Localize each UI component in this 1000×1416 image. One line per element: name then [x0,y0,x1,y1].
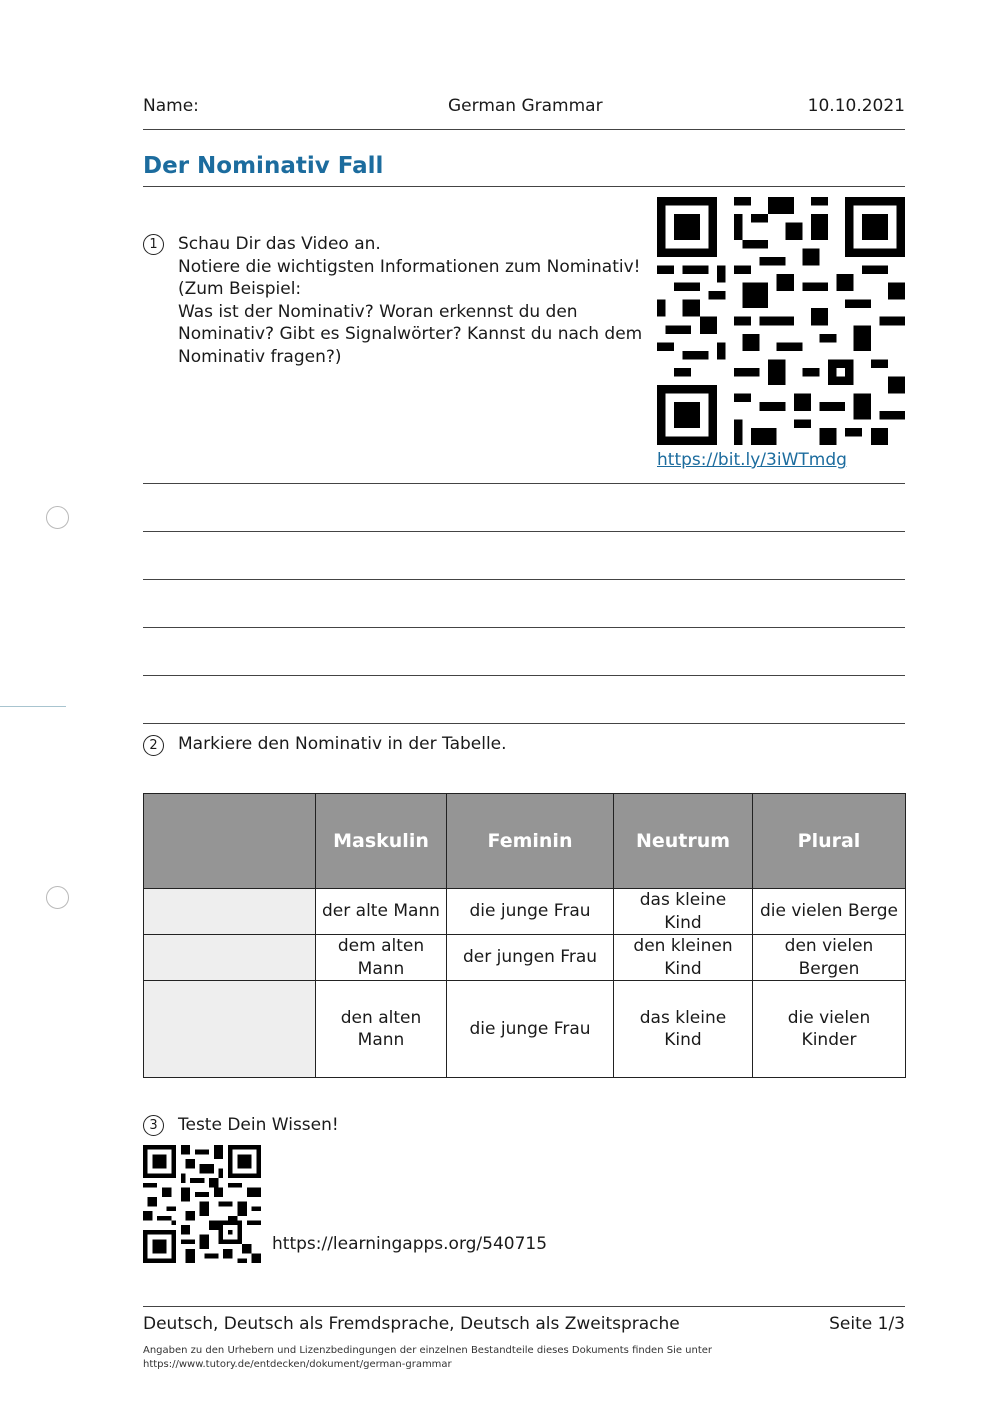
video-link[interactable]: https://bit.ly/3iWTmdg [657,450,847,470]
page-number: Seite 1/3 [829,1314,905,1334]
declension-table [143,793,906,1078]
table-header-cell: Neutrum [614,794,753,889]
writing-line[interactable] [143,675,905,676]
writing-line[interactable] [143,627,905,628]
writing-line[interactable] [143,723,905,724]
task-1-line: Schau Dir das Video an. [178,234,381,254]
page-title: Der Nominativ Fall [143,153,384,179]
table-row-label-cell[interactable] [144,889,316,935]
table-row [144,981,906,1078]
header-date: 10.10.2021 [807,96,905,116]
task-number-2: 2 [143,735,164,756]
table-row-label-cell[interactable] [144,935,316,981]
table-cell[interactable]: den alten Mann [316,981,447,1078]
video-qr-code[interactable] [657,197,905,445]
task-number-3: 3 [143,1115,164,1136]
writing-line[interactable] [143,579,905,580]
task-1-instructions [178,233,648,369]
task-1-line: Notiere die wichtigsten Informationen zum Nominativ! [178,256,641,277]
table-row [144,889,906,935]
punch-hole-bottom [46,886,69,909]
task-1-line: Nominativ? Gibt es Signalwörter? Kannst du nach dem [178,324,643,345]
table-cell[interactable]: dem alten Mann [316,935,447,981]
credits-text: Angaben zu den Urhebern und Lizenzbedingungen der einzelnen Bestandteile dieses Dokuments finden Sie unter [143,1345,713,1356]
table-header-cell: Feminin [447,794,614,889]
table-header-cell: Plural [753,794,906,889]
table-cell[interactable]: die junge Frau [447,981,614,1078]
task-number-1: 1 [143,234,164,255]
credits-url[interactable]: https://www.tutory.de/entdecken/dokument/german-grammar [143,1359,452,1370]
fold-mark [0,706,66,707]
footer-divider [143,1306,905,1307]
quiz-qr-code[interactable] [143,1145,261,1263]
table-cell[interactable]: die vielen Kinder [753,981,906,1078]
table-row [144,935,906,981]
table-cell[interactable]: die vielen Berge [753,889,906,935]
header-divider [143,129,905,130]
task-1-line: Was ist der Nominativ? Woran erkennst du den [178,301,578,322]
task-2-instruction: Markiere den Nominativ in der Tabelle. [178,734,507,754]
footer-subjects: Deutsch, Deutsch als Fremdsprache, Deutsch als Zweitsprache [143,1314,680,1334]
table-cell[interactable]: die junge Frau [447,889,614,935]
punch-hole-top [46,506,69,529]
table-cell[interactable]: das kleine Kind [614,981,753,1078]
table-cell[interactable]: der jungen Frau [447,935,614,981]
table-header-row [144,794,906,889]
task-1-line: Nominativ fragen?) [178,346,342,367]
table-header-cell: Maskulin [316,794,447,889]
task-1-line: (Zum Beispiel: [178,279,302,300]
writing-line[interactable] [143,483,905,484]
table-cell[interactable]: der alte Mann [316,889,447,935]
header-subject: German Grammar [448,96,603,116]
task-3-instruction: Teste Dein Wissen! [178,1115,339,1135]
table-cell[interactable]: den vielen Bergen [753,935,906,981]
table-header-empty [144,794,316,889]
table-cell[interactable]: das kleine Kind [614,889,753,935]
title-divider [143,186,905,187]
writing-line[interactable] [143,531,905,532]
table-row-label-cell[interactable] [144,981,316,1078]
table-cell[interactable]: den kleinen Kind [614,935,753,981]
quiz-link[interactable]: https://learningapps.org/540715 [272,1234,548,1254]
name-label: Name: [143,96,199,116]
